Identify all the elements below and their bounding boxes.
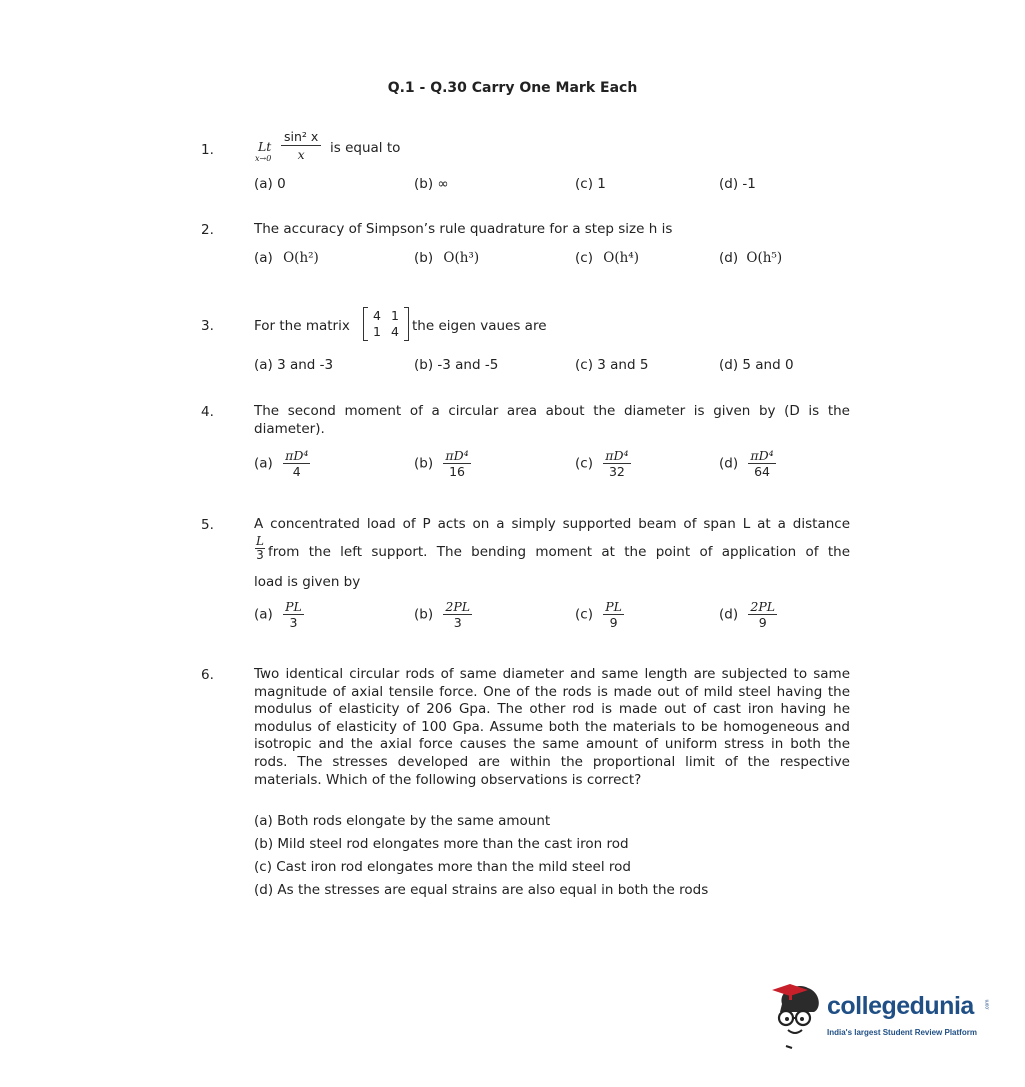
option-b — [414, 599, 472, 630]
option-label: (a) — [254, 250, 273, 266]
option-a: (a) 3 and -3 — [254, 357, 334, 373]
option-a — [254, 448, 310, 479]
section-heading: Q.1 - Q.30 Carry One Mark Each — [387, 80, 638, 96]
fraction-numerator: sin² x — [281, 128, 321, 146]
fraction-numerator: πD⁴ — [750, 448, 774, 463]
logo-domain-suffix: .com — [984, 999, 991, 1011]
fraction-numerator: πD⁴ — [445, 448, 469, 463]
option-a — [254, 250, 319, 266]
fraction-denominator: 32 — [608, 464, 625, 479]
option-d: (d) As the stresses are equal strains are also equal in both the rods — [254, 882, 709, 898]
matrix — [363, 307, 409, 341]
option-label: (c) — [575, 455, 593, 472]
fraction-denominator: 4 — [292, 464, 301, 479]
fraction-denominator: 9 — [758, 615, 767, 630]
option-c — [575, 599, 624, 630]
option-d — [719, 599, 777, 630]
question-text-before: For the matrix — [254, 318, 350, 334]
fraction-denominator: 9 — [609, 615, 618, 630]
option-a: (a) 0 — [254, 176, 286, 192]
question-text: The second moment of a circular area about the diameter is given by (D is the diameter). — [254, 403, 850, 437]
option-b: (b) ∞ — [414, 176, 449, 192]
limit-symbol: Lt — [258, 139, 272, 154]
option-c: (c) 1 — [575, 176, 606, 192]
question-number: 2. — [201, 222, 214, 238]
option-label: (b) — [414, 250, 434, 266]
fraction-denominator: x — [297, 147, 305, 162]
fraction-numerator: 2PL — [445, 599, 471, 614]
option-label: (d) — [719, 606, 739, 623]
question-number: 6. — [201, 667, 214, 683]
mascot-icon — [768, 982, 826, 1052]
option-a: (a) Both rods elongate by the same amount — [254, 813, 551, 829]
option-b: (b) -3 and -5 — [414, 357, 499, 373]
option-a — [254, 599, 304, 630]
question-text: The accuracy of Simpson’s rule quadrature for a step size h is — [254, 221, 673, 237]
option-d — [719, 448, 776, 479]
option-d: (d) -1 — [719, 176, 756, 192]
option-label: (d) — [719, 250, 739, 266]
option-label: (b) — [414, 455, 434, 472]
fraction-numerator: PL — [605, 599, 622, 614]
fraction-numerator: 2PL — [750, 599, 776, 614]
question-number: 5. — [201, 517, 214, 533]
fraction-denominator: 3 — [453, 615, 462, 630]
fraction-numerator: PL — [285, 599, 302, 614]
collegedunia-logo — [768, 982, 993, 1052]
distance-fraction — [255, 535, 265, 562]
option-b — [414, 448, 471, 479]
question-text-line-2: from the left support. The bending moment at the point of application of the — [268, 544, 850, 560]
option-value: O(h⁴) — [603, 250, 639, 266]
matrix-cell: 4 — [373, 308, 381, 323]
option-c: (c) 3 and 5 — [575, 357, 649, 373]
option-b — [414, 250, 479, 266]
question-number: 3. — [201, 318, 214, 334]
limit-subscript: x→0 — [255, 154, 272, 163]
question-text-line-3: load is given by — [254, 574, 361, 590]
logo-tagline: India's largest Student Review Platform — [827, 1028, 977, 1037]
option-value: O(h⁵) — [746, 250, 783, 266]
option-label: (c) — [575, 606, 593, 623]
question-text-after: the eigen vaues are — [412, 318, 547, 334]
question-text: is equal to — [330, 140, 401, 156]
fraction-numerator: πD⁴ — [605, 448, 629, 463]
matrix-cell: 1 — [391, 308, 399, 323]
matrix-cell: 1 — [373, 324, 381, 339]
option-label: (a) — [254, 455, 273, 472]
fraction-numerator: πD⁴ — [285, 448, 309, 463]
limit-fraction — [281, 128, 321, 163]
fraction-denominator: 3 — [289, 615, 298, 630]
question-number: 1. — [201, 142, 214, 158]
option-value: O(h²) — [283, 250, 319, 266]
question-text-line-1: A concentrated load of P acts on a simply supported beam of span L at a distance — [254, 516, 850, 532]
option-label: (a) — [254, 606, 273, 623]
fraction-denominator: 16 — [449, 464, 465, 479]
option-c — [575, 250, 639, 266]
logo-wordmark: collegedunia — [827, 992, 974, 1020]
matrix-cell: 4 — [391, 324, 399, 339]
option-d: (d) 5 and 0 — [719, 357, 794, 373]
fraction-denominator: 3 — [256, 548, 264, 562]
question-number: 4. — [201, 404, 214, 420]
option-d — [719, 250, 782, 266]
question-text: Two identical circular rods of same diameter and same length are subjected to same magnitude of axial tensile force. One of the rods is made out of mild steel having the modulus of elasticity of 206 Gpa. The other rod is made out of cast iron having he modulus of elasticity of 100 Gpa. Assume both the materials to be homogeneous and isotropic and the axial force causes the same amount of uniform stress in both the rods. The stresses developed are within the proportional limit of the respective materials. Which of the following observations is correct? — [254, 666, 850, 788]
option-c — [575, 448, 631, 479]
fraction-numerator: L — [256, 534, 264, 548]
option-label: (b) — [414, 606, 434, 623]
option-b: (b) Mild steel rod elongates more than the cast iron rod — [254, 836, 629, 852]
option-c: (c) Cast iron rod elongates more than the mild steel rod — [254, 859, 631, 875]
fraction-denominator: 64 — [754, 464, 770, 479]
option-label: (c) — [575, 250, 593, 266]
option-label: (d) — [719, 455, 739, 472]
option-value: O(h³) — [443, 250, 480, 266]
